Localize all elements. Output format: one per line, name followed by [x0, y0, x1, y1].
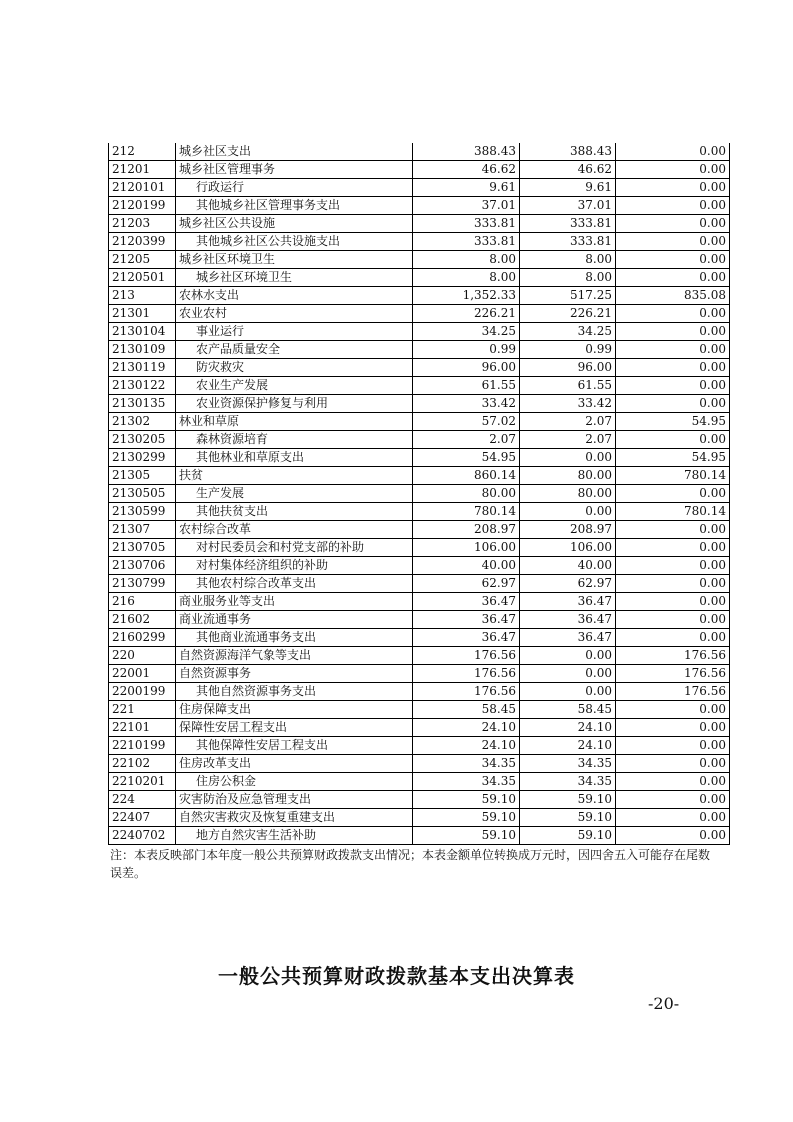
row-name: 住房公积金	[176, 773, 413, 791]
row-name: 城乡社区环境卫生	[176, 269, 413, 287]
row-code: 2130599	[109, 503, 176, 521]
row-project: 0.00	[616, 773, 730, 791]
row-project: 0.00	[616, 143, 730, 161]
row-basic: 46.62	[520, 161, 616, 179]
row-project: 0.00	[616, 575, 730, 593]
row-basic: 517.25	[520, 287, 616, 305]
row-total: 0.99	[413, 341, 520, 359]
row-basic: 0.00	[520, 683, 616, 701]
table-row	[109, 665, 730, 683]
row-total: 36.47	[413, 593, 520, 611]
row-project: 0.00	[616, 755, 730, 773]
table-row	[109, 467, 730, 485]
row-code: 2130505	[109, 485, 176, 503]
table-row	[109, 593, 730, 611]
row-basic: 34.25	[520, 323, 616, 341]
row-basic: 40.00	[520, 557, 616, 575]
row-total: 59.10	[413, 791, 520, 809]
row-code: 2160299	[109, 629, 176, 647]
table-row	[109, 143, 730, 161]
row-name: 对村民委员会和村党支部的补助	[176, 539, 413, 557]
row-name: 城乡社区支出	[176, 143, 413, 161]
row-total: 176.56	[413, 647, 520, 665]
row-total: 24.10	[413, 719, 520, 737]
row-total: 96.00	[413, 359, 520, 377]
row-basic: 333.81	[520, 233, 616, 251]
row-name: 地方自然灾害生活补助	[176, 827, 413, 845]
row-name: 其他林业和草原支出	[176, 449, 413, 467]
row-total: 59.10	[413, 827, 520, 845]
table-row	[109, 629, 730, 647]
row-code: 22407	[109, 809, 176, 827]
row-basic: 34.35	[520, 755, 616, 773]
row-total: 34.35	[413, 755, 520, 773]
row-total: 388.43	[413, 143, 520, 161]
row-project: 0.00	[616, 809, 730, 827]
row-project: 0.00	[616, 719, 730, 737]
row-project: 0.00	[616, 161, 730, 179]
row-project: 0.00	[616, 197, 730, 215]
row-basic: 0.00	[520, 665, 616, 683]
table-row	[109, 359, 730, 377]
row-basic: 62.97	[520, 575, 616, 593]
row-name: 农业资源保护修复与利用	[176, 395, 413, 413]
row-total: 37.01	[413, 197, 520, 215]
row-basic: 80.00	[520, 467, 616, 485]
row-total: 176.56	[413, 683, 520, 701]
row-name: 其他农村综合改革支出	[176, 575, 413, 593]
row-code: 21205	[109, 251, 176, 269]
row-basic: 388.43	[520, 143, 616, 161]
row-basic: 226.21	[520, 305, 616, 323]
row-total: 59.10	[413, 809, 520, 827]
row-name: 扶贫	[176, 467, 413, 485]
row-project: 0.00	[616, 377, 730, 395]
table-row	[109, 485, 730, 503]
table-row	[109, 197, 730, 215]
row-code: 21203	[109, 215, 176, 233]
row-basic: 333.81	[520, 215, 616, 233]
row-total: 34.35	[413, 773, 520, 791]
row-code: 2210199	[109, 737, 176, 755]
row-code: 2130119	[109, 359, 176, 377]
table-row	[109, 647, 730, 665]
row-name: 城乡社区环境卫生	[176, 251, 413, 269]
row-code: 2120399	[109, 233, 176, 251]
table-row	[109, 323, 730, 341]
row-basic: 24.10	[520, 737, 616, 755]
row-code: 213	[109, 287, 176, 305]
next-table-title: 一般公共预算财政拨款基本支出决算表	[218, 964, 575, 988]
row-total: 860.14	[413, 467, 520, 485]
table-row	[109, 251, 730, 269]
row-name: 商业流通事务	[176, 611, 413, 629]
row-code: 22001	[109, 665, 176, 683]
table-row	[109, 611, 730, 629]
row-code: 212	[109, 143, 176, 161]
row-project: 0.00	[616, 251, 730, 269]
row-total: 46.62	[413, 161, 520, 179]
row-basic: 8.00	[520, 251, 616, 269]
row-project: 176.56	[616, 665, 730, 683]
row-basic: 37.01	[520, 197, 616, 215]
table-row	[109, 773, 730, 791]
row-project: 0.00	[616, 629, 730, 647]
row-total: 106.00	[413, 539, 520, 557]
table-row	[109, 809, 730, 827]
row-total: 34.25	[413, 323, 520, 341]
row-code: 21602	[109, 611, 176, 629]
row-total: 208.97	[413, 521, 520, 539]
row-name: 自然资源海洋气象等支出	[176, 647, 413, 665]
table-row	[109, 539, 730, 557]
row-name: 林业和草原	[176, 413, 413, 431]
row-total: 62.97	[413, 575, 520, 593]
row-project: 0.00	[616, 791, 730, 809]
row-total: 333.81	[413, 215, 520, 233]
table-row	[109, 521, 730, 539]
row-project: 54.95	[616, 413, 730, 431]
row-name: 其他城乡社区管理事务支出	[176, 197, 413, 215]
row-basic: 208.97	[520, 521, 616, 539]
table-row	[109, 737, 730, 755]
row-project: 0.00	[616, 395, 730, 413]
table-row	[109, 233, 730, 251]
table-row	[109, 683, 730, 701]
table-row	[109, 161, 730, 179]
row-basic: 59.10	[520, 809, 616, 827]
row-name: 住房改革支出	[176, 755, 413, 773]
row-project: 0.00	[616, 305, 730, 323]
row-code: 2130799	[109, 575, 176, 593]
page-number: -20-	[648, 994, 680, 1013]
row-name: 商业服务业等支出	[176, 593, 413, 611]
row-name: 其他保障性安居工程支出	[176, 737, 413, 755]
row-name: 自然灾害救灾及恢复重建支出	[176, 809, 413, 827]
row-basic: 24.10	[520, 719, 616, 737]
row-code: 21305	[109, 467, 176, 485]
row-code: 2130705	[109, 539, 176, 557]
row-name: 农业生产发展	[176, 377, 413, 395]
row-total: 80.00	[413, 485, 520, 503]
row-basic: 36.47	[520, 611, 616, 629]
table-row	[109, 287, 730, 305]
row-total: 176.56	[413, 665, 520, 683]
row-code: 216	[109, 593, 176, 611]
row-name: 防灾救灾	[176, 359, 413, 377]
row-total: 33.42	[413, 395, 520, 413]
row-code: 2130122	[109, 377, 176, 395]
row-project: 0.00	[616, 179, 730, 197]
table-row	[109, 827, 730, 845]
row-total: 57.02	[413, 413, 520, 431]
row-code: 2130205	[109, 431, 176, 449]
row-project: 0.00	[616, 269, 730, 287]
row-basic: 36.47	[520, 629, 616, 647]
row-basic: 34.35	[520, 773, 616, 791]
row-total: 36.47	[413, 611, 520, 629]
row-project: 0.00	[616, 323, 730, 341]
row-code: 224	[109, 791, 176, 809]
row-basic: 59.10	[520, 827, 616, 845]
row-project: 0.00	[616, 521, 730, 539]
row-project: 0.00	[616, 827, 730, 845]
row-code: 21201	[109, 161, 176, 179]
table-row	[109, 719, 730, 737]
row-basic: 59.10	[520, 791, 616, 809]
row-project: 0.00	[616, 611, 730, 629]
row-total: 24.10	[413, 737, 520, 755]
row-name: 灾害防治及应急管理支出	[176, 791, 413, 809]
row-name: 农业农村	[176, 305, 413, 323]
row-project: 54.95	[616, 449, 730, 467]
row-project: 176.56	[616, 647, 730, 665]
row-name: 自然资源事务	[176, 665, 413, 683]
row-code: 21302	[109, 413, 176, 431]
table-row	[109, 449, 730, 467]
row-code: 221	[109, 701, 176, 719]
row-total: 54.95	[413, 449, 520, 467]
row-code: 2130706	[109, 557, 176, 575]
table-row	[109, 557, 730, 575]
row-basic: 0.00	[520, 647, 616, 665]
row-name: 城乡社区管理事务	[176, 161, 413, 179]
row-code: 22102	[109, 755, 176, 773]
table-row	[109, 503, 730, 521]
row-total: 61.55	[413, 377, 520, 395]
row-project: 0.00	[616, 737, 730, 755]
row-project: 780.14	[616, 503, 730, 521]
row-name: 行政运行	[176, 179, 413, 197]
row-code: 2120501	[109, 269, 176, 287]
row-basic: 2.07	[520, 431, 616, 449]
row-project: 0.00	[616, 233, 730, 251]
row-basic: 58.45	[520, 701, 616, 719]
row-total: 8.00	[413, 251, 520, 269]
row-project: 0.00	[616, 431, 730, 449]
row-code: 21301	[109, 305, 176, 323]
row-total: 40.00	[413, 557, 520, 575]
row-code: 2120199	[109, 197, 176, 215]
table-row	[109, 395, 730, 413]
row-project: 0.00	[616, 215, 730, 233]
row-name: 对村集体经济组织的补助	[176, 557, 413, 575]
row-total: 226.21	[413, 305, 520, 323]
row-name: 事业运行	[176, 323, 413, 341]
row-code: 2130109	[109, 341, 176, 359]
row-name: 保障性安居工程支出	[176, 719, 413, 737]
row-total: 36.47	[413, 629, 520, 647]
row-code: 2120101	[109, 179, 176, 197]
row-total: 1,352.33	[413, 287, 520, 305]
row-basic: 8.00	[520, 269, 616, 287]
expenditure-table	[108, 143, 730, 845]
row-project: 835.08	[616, 287, 730, 305]
row-name: 住房保障支出	[176, 701, 413, 719]
row-total: 333.81	[413, 233, 520, 251]
row-code: 2200199	[109, 683, 176, 701]
row-project: 0.00	[616, 593, 730, 611]
row-code: 2240702	[109, 827, 176, 845]
table-row	[109, 413, 730, 431]
table-note: 注：本表反映部门本年度一般公共预算财政拨款支出情况；本表金额单位转换成万元时，因四舍五入可能存在尾数误差。	[110, 848, 711, 880]
row-basic: 2.07	[520, 413, 616, 431]
row-basic: 33.42	[520, 395, 616, 413]
table-row	[109, 179, 730, 197]
row-code: 22101	[109, 719, 176, 737]
row-name: 其他自然资源事务支出	[176, 683, 413, 701]
row-basic: 0.99	[520, 341, 616, 359]
row-total: 9.61	[413, 179, 520, 197]
row-project: 0.00	[616, 359, 730, 377]
row-project: 780.14	[616, 467, 730, 485]
row-total: 2.07	[413, 431, 520, 449]
row-name: 其他商业流通事务支出	[176, 629, 413, 647]
table-row	[109, 377, 730, 395]
row-project: 0.00	[616, 341, 730, 359]
table-row	[109, 701, 730, 719]
table-row	[109, 215, 730, 233]
row-name: 城乡社区公共设施	[176, 215, 413, 233]
row-code: 220	[109, 647, 176, 665]
row-basic: 106.00	[520, 539, 616, 557]
table-row	[109, 755, 730, 773]
table-row	[109, 269, 730, 287]
row-total: 780.14	[413, 503, 520, 521]
row-basic: 61.55	[520, 377, 616, 395]
row-name: 农林水支出	[176, 287, 413, 305]
row-total: 8.00	[413, 269, 520, 287]
row-code: 2130104	[109, 323, 176, 341]
table-row	[109, 791, 730, 809]
row-name: 森林资源培育	[176, 431, 413, 449]
table-row	[109, 575, 730, 593]
row-project: 176.56	[616, 683, 730, 701]
row-name: 农村综合改革	[176, 521, 413, 539]
row-project: 0.00	[616, 701, 730, 719]
row-project: 0.00	[616, 557, 730, 575]
table-row	[109, 431, 730, 449]
table-row	[109, 341, 730, 359]
row-code: 2130135	[109, 395, 176, 413]
row-code: 2210201	[109, 773, 176, 791]
row-project: 0.00	[616, 539, 730, 557]
row-name: 其他扶贫支出	[176, 503, 413, 521]
row-basic: 0.00	[520, 503, 616, 521]
row-name: 农产品质量安全	[176, 341, 413, 359]
table-row	[109, 305, 730, 323]
row-name: 生产发展	[176, 485, 413, 503]
row-basic: 36.47	[520, 593, 616, 611]
row-basic: 9.61	[520, 179, 616, 197]
row-basic: 0.00	[520, 449, 616, 467]
row-basic: 80.00	[520, 485, 616, 503]
row-code: 2130299	[109, 449, 176, 467]
row-name: 其他城乡社区公共设施支出	[176, 233, 413, 251]
row-project: 0.00	[616, 485, 730, 503]
row-basic: 96.00	[520, 359, 616, 377]
row-total: 58.45	[413, 701, 520, 719]
row-code: 21307	[109, 521, 176, 539]
